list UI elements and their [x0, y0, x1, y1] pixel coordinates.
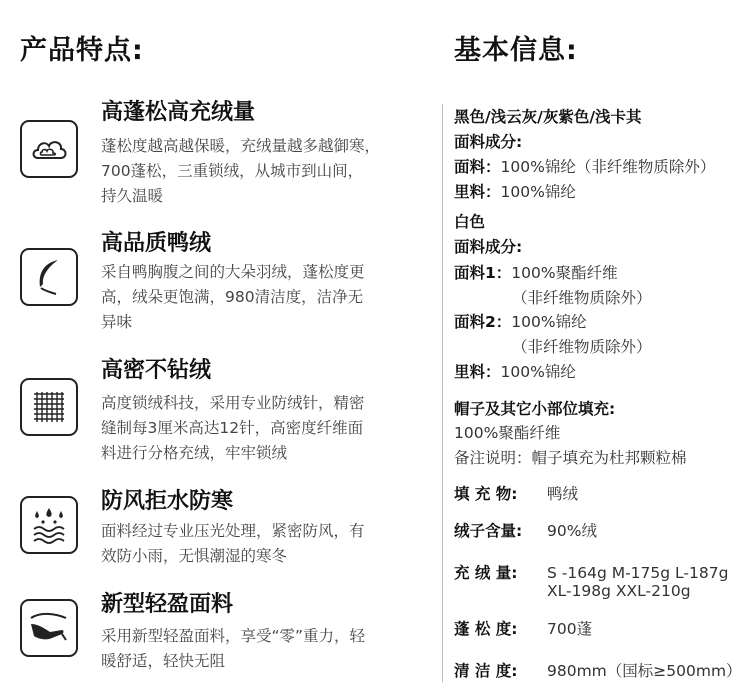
feature-description: 面料经过专业压光处理，紧密防风，有 效防小雨，无惧潮湿的寒冬 — [101, 522, 365, 565]
feature-description: 采用新型轻盈面料，享受“零”重力，轻 暖舒适，轻快无阻 — [101, 627, 366, 670]
fabric1-note: （非纤维物质除外） — [512, 289, 652, 307]
lining-row: 里料：100%锦纶 — [454, 183, 576, 201]
dense-weave-icon — [20, 378, 78, 436]
fabric-composition-title: 面料成分: — [454, 133, 523, 151]
features-heading: 产品特点: — [20, 35, 144, 66]
down-content-row: 绒子含量: 90%绒 — [454, 522, 597, 540]
water-wind-icon — [20, 496, 78, 554]
feature-title: 防风拒水防寒 — [101, 489, 234, 514]
filling-row: 填 充 物: 鸭绒 — [454, 485, 579, 503]
cloud-icon — [20, 120, 78, 178]
feather-icon — [20, 248, 78, 306]
fill-amount-row: 充 绒 量: S -164g M-175g L-187g — [454, 564, 729, 582]
cleanliness-row: 清 洁 度: 980mm（国标≥500mm） — [454, 662, 742, 680]
fill-power-row: 蓬 松 度: 700蓬 — [454, 620, 593, 638]
feature-description: 采自鸭胸腹之间的大朵羽绒，蓬松度更 高，绒朵更饱满，980清洁度，洁净无 异味 — [101, 263, 365, 331]
fabric2-note: （非纤维物质除外） — [512, 338, 652, 356]
hood-filling-title: 帽子及其它小部位填充: — [454, 400, 616, 418]
feature-title: 高蓬松高充绒量 — [101, 100, 256, 125]
feature-title: 高密不钻绒 — [101, 358, 212, 383]
feature-title: 新型轻盈面料 — [101, 592, 234, 617]
basic-info-heading: 基本信息: — [454, 35, 578, 66]
feature-description: 高度锁绒科技，采用专业防绒针，精密 缝制每3厘米高达12针，高密度纤维面 料进行分格充绒，牢牢锁绒 — [101, 394, 365, 462]
fabric2-row: 面料2：100%锦纶 — [454, 313, 587, 331]
colors-group-1: 黑色/浅云灰/灰紫色/浅卡其 — [454, 108, 642, 126]
feature-description: 蓬松度越高越保暖，充绒量越多越御寒， 700蓬松，三重锁绒，从城市到山间， 持久温暖 — [101, 137, 381, 205]
colors-group-2: 白色 — [454, 213, 486, 231]
fabric1-row: 面料1：100%聚酯纤维 — [454, 264, 618, 282]
lining-row: 里料：100%锦纶 — [454, 363, 576, 381]
fill-amount-row-2: XL-198g XXL-210g — [547, 582, 691, 600]
divider — [442, 104, 443, 682]
fabric-row: 面料：100%锦纶（非纤维物质除外） — [454, 158, 716, 176]
fabric-composition-title: 面料成分: — [454, 238, 523, 256]
light-fabric-icon — [20, 599, 78, 657]
hood-filling-value: 100%聚酯纤维 — [454, 424, 561, 442]
hood-filling-note: 备注说明：帽子填充为杜邦颗粒棉 — [454, 449, 687, 467]
feature-title: 高品质鸭绒 — [101, 231, 212, 256]
